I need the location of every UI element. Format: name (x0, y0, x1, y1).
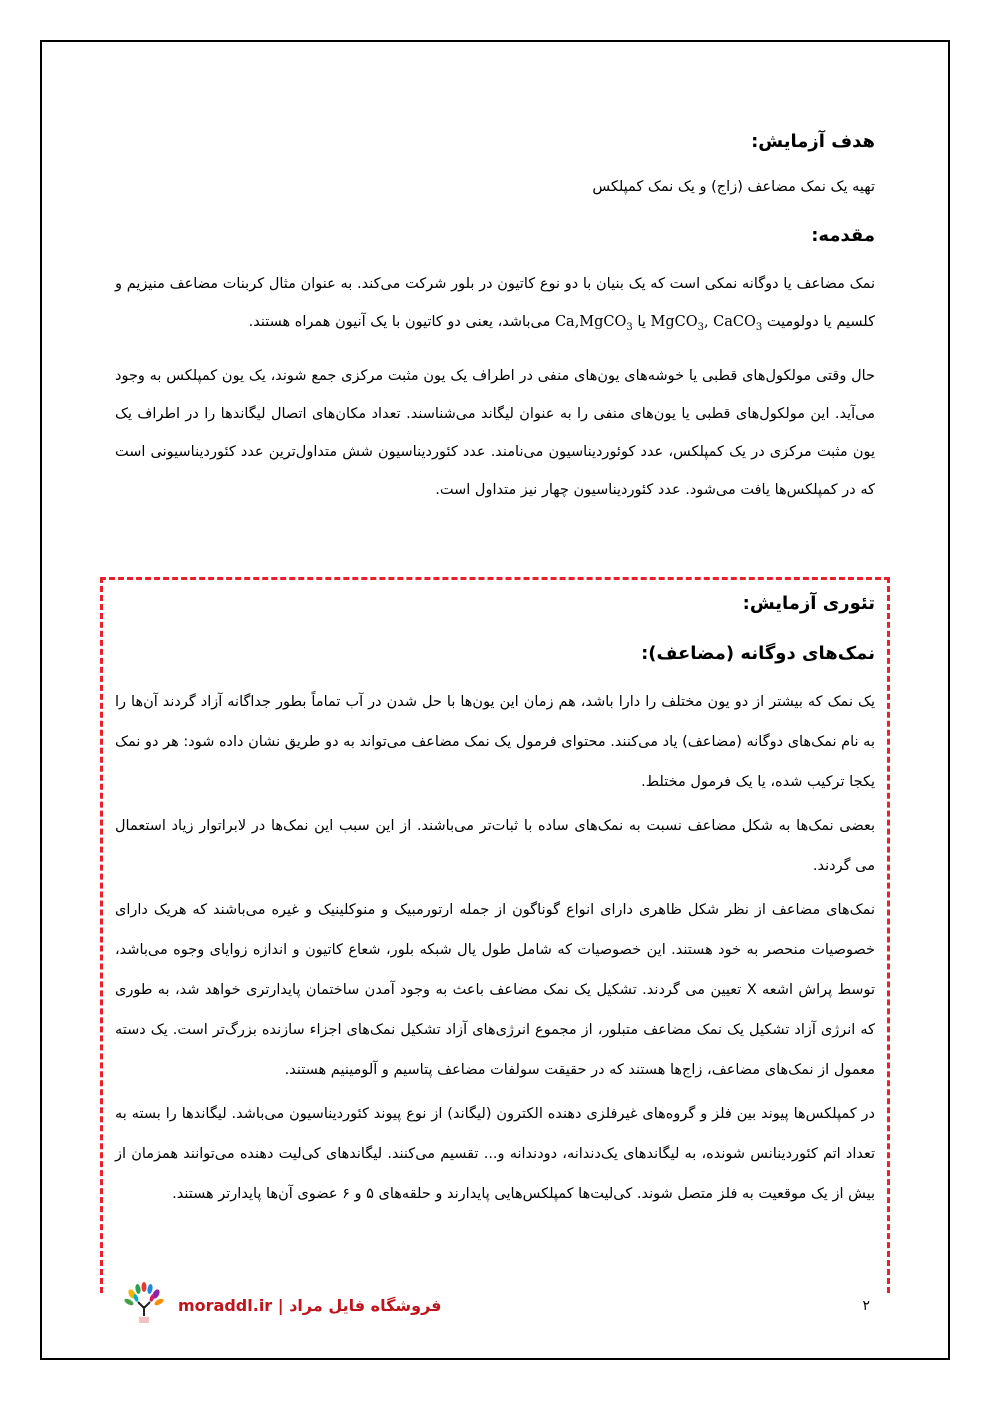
goal-text: تهیه یک نمک مضاعف (زاج) و یک نمک کمپلکس (592, 179, 875, 195)
intro-paragraph-1: نمک مضاعف یا دوگانه نمکی است که یک بنیان با دو نوع کاتیون در بلور شرکت می‌کند. به عنوان مثال کربنات مضاعف منیزیم و کلسیم یا دولومیت MgCO$_3$, CaCO$_3$ یا Ca,MgCO$_3$ می‌باشد، یعنی دو کاتیون با یک آنیون همراه هستند. (115, 276, 875, 333)
intro-section (115, 224, 875, 248)
theory-paragraph-3: نمک‌های مضاعف از نظر شکل ظاهری دارای انواع گوناگون از جمله ارتورمبیک و منوکلینیک و غیره می‌باشند که هریک دارای خصوصیات منحصر به خود هستند. این خصوصیات که شامل طول یال شبکه بلور، شعاع کاتیون و اندازه زوایای وجوه می‌باشد، توسط پراش اشعه X تعیین می گردند. تشکیل یک نمک مضاعف باعث به وجود آمدن ساختمان پایدارتری خواهد شد، به طوری که انرژی آزاد تشکیل یک نمک مضاعف متبلور، از مجموع انرژی‌های آزاد تشکیل نمک‌های اجزاء سازنده بزرگ‌تر است. یک دسته معمول از نمک‌های مضاعف، زاج‌ها هستند که در حقیقت سولفات مضاعف پتاسیم و آلومینیم هستند. (115, 902, 875, 1078)
goal-heading: هدف آزمایش: (751, 131, 875, 152)
page-number: ۲ (862, 1298, 870, 1314)
theory-heading: تئوری آزمایش: (742, 593, 875, 614)
theory-paragraph-2: بعضی نمک‌ها به شکل مضاعف نسبت به نمک‌های ساده با ثبات‌تر می‌باشند. از این سبب این نمک‌ها در لابراتوار زیاد استعمال می گردند. (115, 818, 875, 874)
theory-section (115, 592, 875, 616)
theory-body (115, 682, 875, 1214)
theory-paragraph-1: یک نمک که بیشتر از دو یون مختلف را دارا باشد، هم زمان این یون‌ها با حل شدن در آب تماماً بطور جداگانه آزاد گردند آن‌ها را به نام نمک‌های دوگانه (مضاعف) یاد می‌کنند. محتوای فرمول یک نمک مضاعف می‌تواند به دو طریق نشان داده شود: هر دو نمک یکجا ترکیب شده، یا یک فرمول مختلط. (115, 694, 875, 790)
intro-body (115, 265, 875, 509)
goal-body (115, 172, 875, 202)
double-salts-heading: نمک‌های دوگانه (مضاعف): (641, 643, 875, 664)
tree-logo-icon (120, 1282, 168, 1326)
theory-paragraph-4: در کمپلکس‌ها پیوند بین فلز و گروه‌های غیرفلزی دهنده الکترون (لیگاند) از نوع پیوند کئوردیناسیون می‌باشد. لیگاندها را بسته به تعداد اتم کئوردینانس شونده، به لیگاندهای یک‌دندانه، دودندانه و... تقسیم می‌کنند. لیگاندهای کی‌لیت دهنده می‌توانند همزمان از بیش از یک موقعیت به فلز متصل شوند. کی‌لیت‌ها کمپلکس‌هایی پایدارند و حلقه‌های ۵ و ۶ عضوی آن‌ها پایدارتر هستند. (115, 1106, 875, 1202)
intro-paragraph-2: حال وقتی مولکول‌های قطبی یا خوشه‌های یون‌های منفی در اطراف یک یون مثبت مرکزی جمع شوند، یک یون کمپلکس به وجود می‌آید. این مولکول‌های قطبی یا یون‌های منفی را به عنوان لیگاند می‌شناسند. تعداد مکان‌های اتصال لیگاندها را در اطراف یک یون مثبت مرکزی در یک کمپلکس، عدد کوئوردیناسیون می‌نامند. عدد کئوردیناسیون شش متداول‌ترین عدد کئوردیناسیونی است که در کمپلکس‌ها یافت می‌شود. عدد کئوردیناسیون چهار نیز متداول است. (115, 367, 875, 498)
footer-brand[interactable]: moraddl.ir | فروشگاه فایل مراد (178, 1296, 442, 1315)
formula-camgco3: Ca,MgCO$_3$ (554, 314, 633, 333)
intro-p1-text-a: نمک مضاعف یا دوگانه نمکی است که یک بنیان با دو نوع کاتیون در بلور شرکت می‌کند. به عنوان مثال کربنات مضاعف منیزیم و کلسیم یا دولومیت (115, 276, 875, 330)
goal-section (115, 130, 875, 154)
double-salts-section (115, 642, 875, 666)
formula-mgco3: MgCO$_3$, CaCO$_3$ (650, 314, 763, 333)
intro-heading: مقدمه: (811, 225, 875, 246)
page-footer (120, 1290, 880, 1326)
